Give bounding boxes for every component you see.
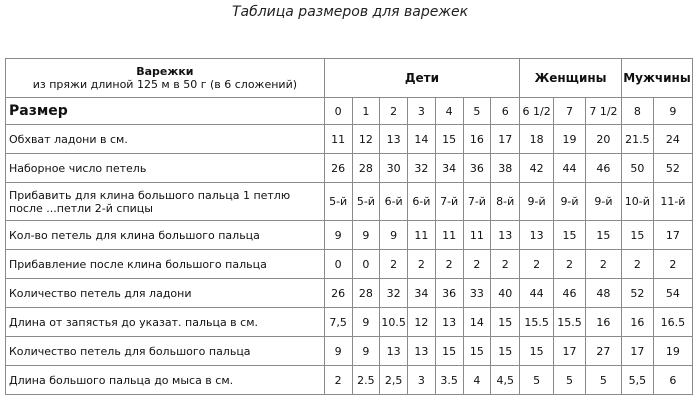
- value-cell: 9: [380, 221, 408, 250]
- size-cell: 3: [408, 98, 436, 125]
- value-cell: 3: [408, 366, 436, 395]
- mitten-size-table: [5, 58, 693, 395]
- value-cell: 2,5: [380, 366, 408, 395]
- value-cell: 11: [324, 125, 352, 154]
- group-children: Дети: [324, 59, 519, 98]
- table-row: [6, 125, 693, 154]
- size-cell: 8: [621, 98, 653, 125]
- value-cell: 26: [324, 154, 352, 183]
- value-cell: 24: [653, 125, 692, 154]
- value-cell: 5-й: [324, 183, 352, 221]
- value-cell: 30: [380, 154, 408, 183]
- value-cell: 9: [352, 221, 380, 250]
- table-row: [6, 308, 693, 337]
- value-cell: 13: [491, 221, 520, 250]
- value-cell: 5: [554, 366, 586, 395]
- value-cell: 2.5: [352, 366, 380, 395]
- row-label: Количество петель для ладони: [6, 279, 325, 308]
- value-cell: 15: [491, 337, 520, 366]
- table-row: [6, 221, 693, 250]
- header-main: Варежки: [136, 65, 194, 78]
- value-cell: 36: [435, 279, 463, 308]
- table-row: [6, 250, 693, 279]
- value-cell: 15: [463, 337, 491, 366]
- size-cell: 9: [653, 98, 692, 125]
- value-cell: 50: [621, 154, 653, 183]
- value-cell: 44: [520, 279, 554, 308]
- value-cell: 28: [352, 154, 380, 183]
- header-cell: [6, 59, 325, 98]
- value-cell: 16: [621, 308, 653, 337]
- size-cell: 5: [463, 98, 491, 125]
- value-cell: 11-й: [653, 183, 692, 221]
- value-cell: 10-й: [621, 183, 653, 221]
- value-cell: 13: [520, 221, 554, 250]
- value-cell: 27: [585, 337, 621, 366]
- value-cell: 21.5: [621, 125, 653, 154]
- value-cell: 36: [463, 154, 491, 183]
- value-cell: 42: [520, 154, 554, 183]
- value-cell: 19: [653, 337, 692, 366]
- value-cell: 2: [408, 250, 436, 279]
- value-cell: 2: [380, 250, 408, 279]
- size-cell: 6 1/2: [520, 98, 554, 125]
- value-cell: 2: [554, 250, 586, 279]
- value-cell: 15: [491, 308, 520, 337]
- value-cell: 28: [352, 279, 380, 308]
- value-cell: 16.5: [653, 308, 692, 337]
- table-row: [6, 154, 693, 183]
- value-cell: 16: [463, 125, 491, 154]
- value-cell: 38: [491, 154, 520, 183]
- row-label: Обхват ладони в см.: [6, 125, 325, 154]
- size-cell: 0: [324, 98, 352, 125]
- value-cell: 0: [352, 250, 380, 279]
- value-cell: 7-й: [463, 183, 491, 221]
- table-row: [6, 183, 693, 221]
- value-cell: 54: [653, 279, 692, 308]
- value-cell: 46: [554, 279, 586, 308]
- row-label: Прибавить для клина большого пальца 1 петлю после ...петли 2-й спицы: [6, 183, 325, 221]
- value-cell: 10.5: [380, 308, 408, 337]
- value-cell: 19: [554, 125, 586, 154]
- value-cell: 2: [520, 250, 554, 279]
- size-cell: 1: [352, 98, 380, 125]
- value-cell: 15: [435, 337, 463, 366]
- value-cell: 48: [585, 279, 621, 308]
- value-cell: 2: [324, 366, 352, 395]
- value-cell: 4: [463, 366, 491, 395]
- value-cell: 7-й: [435, 183, 463, 221]
- value-cell: 9: [352, 337, 380, 366]
- value-cell: 15: [621, 221, 653, 250]
- value-cell: 5: [520, 366, 554, 395]
- value-cell: 13: [380, 125, 408, 154]
- value-cell: 52: [653, 154, 692, 183]
- value-cell: 18: [520, 125, 554, 154]
- value-cell: 2: [435, 250, 463, 279]
- value-cell: 14: [463, 308, 491, 337]
- value-cell: 32: [380, 279, 408, 308]
- table-row: [6, 337, 693, 366]
- value-cell: 12: [408, 308, 436, 337]
- value-cell: 8-й: [491, 183, 520, 221]
- value-cell: 2: [621, 250, 653, 279]
- table-row: [6, 279, 693, 308]
- size-row: [6, 98, 693, 125]
- size-cell: 4: [435, 98, 463, 125]
- group-women: Женщины: [520, 59, 622, 98]
- value-cell: 4,5: [491, 366, 520, 395]
- row-label: Наборное число петель: [6, 154, 325, 183]
- value-cell: 13: [408, 337, 436, 366]
- value-cell: 2: [585, 250, 621, 279]
- value-cell: 15: [554, 221, 586, 250]
- row-label: Кол-во петель для клина большого пальца: [6, 221, 325, 250]
- value-cell: 15: [585, 221, 621, 250]
- value-cell: 0: [324, 250, 352, 279]
- value-cell: 15: [520, 337, 554, 366]
- table-row: [6, 366, 693, 395]
- group-men: Мужчины: [621, 59, 692, 98]
- value-cell: 11: [408, 221, 436, 250]
- size-cell: 7 1/2: [585, 98, 621, 125]
- value-cell: 9-й: [520, 183, 554, 221]
- value-cell: 13: [435, 308, 463, 337]
- value-cell: 9-й: [585, 183, 621, 221]
- value-cell: 6: [653, 366, 692, 395]
- value-cell: 17: [554, 337, 586, 366]
- value-cell: 46: [585, 154, 621, 183]
- size-label: Размер: [6, 98, 325, 125]
- row-label: Длина большого пальца до мыса в см.: [6, 366, 325, 395]
- value-cell: 16: [585, 308, 621, 337]
- value-cell: 9: [352, 308, 380, 337]
- value-cell: 15.5: [520, 308, 554, 337]
- value-cell: 15.5: [554, 308, 586, 337]
- value-cell: 5: [585, 366, 621, 395]
- header-sub: из пряжи длиной 125 м в 50 г (в 6 сложений): [32, 78, 298, 91]
- page-title: Таблица размеров для варежек: [231, 4, 469, 20]
- value-cell: 9: [324, 221, 352, 250]
- value-cell: 34: [435, 154, 463, 183]
- value-cell: 34: [408, 279, 436, 308]
- value-cell: 32: [408, 154, 436, 183]
- value-cell: 52: [621, 279, 653, 308]
- value-cell: 11: [435, 221, 463, 250]
- row-label: Длина от запястья до указат. пальца в см.: [6, 308, 325, 337]
- value-cell: 33: [463, 279, 491, 308]
- value-cell: 20: [585, 125, 621, 154]
- value-cell: 5,5: [621, 366, 653, 395]
- value-cell: 7,5: [324, 308, 352, 337]
- value-cell: 17: [653, 221, 692, 250]
- size-cell: 6: [491, 98, 520, 125]
- value-cell: 6-й: [408, 183, 436, 221]
- value-cell: 9-й: [554, 183, 586, 221]
- size-cell: 2: [380, 98, 408, 125]
- value-cell: 17: [621, 337, 653, 366]
- value-cell: 17: [491, 125, 520, 154]
- value-cell: 9: [324, 337, 352, 366]
- value-cell: 2: [491, 250, 520, 279]
- value-cell: 11: [463, 221, 491, 250]
- value-cell: 26: [324, 279, 352, 308]
- value-cell: 3.5: [435, 366, 463, 395]
- value-cell: 13: [380, 337, 408, 366]
- row-label: Прибавление после клина большого пальца: [6, 250, 325, 279]
- value-cell: 6-й: [380, 183, 408, 221]
- value-cell: 12: [352, 125, 380, 154]
- value-cell: 2: [463, 250, 491, 279]
- value-cell: 40: [491, 279, 520, 308]
- row-label: Количество петель для большого пальца: [6, 337, 325, 366]
- value-cell: 2: [653, 250, 692, 279]
- value-cell: 14: [408, 125, 436, 154]
- value-cell: 44: [554, 154, 586, 183]
- value-cell: 15: [435, 125, 463, 154]
- size-cell: 7: [554, 98, 586, 125]
- value-cell: 5-й: [352, 183, 380, 221]
